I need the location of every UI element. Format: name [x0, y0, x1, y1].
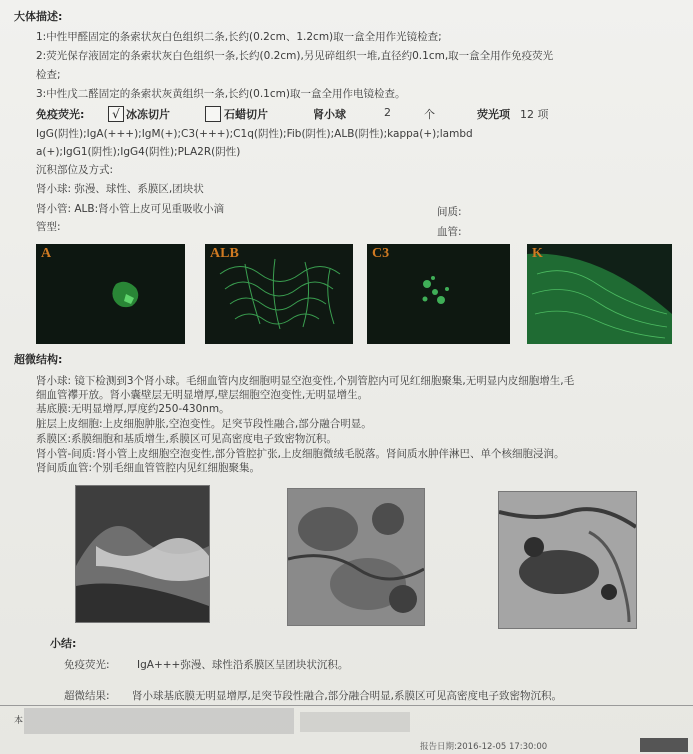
if-results-line-1: IgG(阴性);IgA(+++);IgM(+);C3(+++);C1q(阴性);Fib(阴性);ALB(阴性);kappa(+);lambd: [36, 128, 473, 140]
gross-line-2b: 检查;: [36, 69, 61, 81]
if-image-c3: [367, 244, 510, 344]
ultra-line-2: 细血管襻开放。肾小囊壁层无明显增厚,壁层细胞空泡变性,无明显增生。: [36, 389, 369, 401]
deposit-cast: 管型:: [36, 221, 61, 233]
redaction-block: [24, 708, 294, 734]
deposit-title: 沉积部位及方式:: [36, 164, 114, 176]
em-image-3: [498, 491, 637, 629]
if-image-a-label: A: [41, 246, 52, 261]
footer-left-text: 本: [14, 716, 24, 726]
frozen-checkbox: √: [108, 106, 124, 122]
em-image-3-graphic: [499, 492, 636, 628]
glom-unit: 个: [424, 108, 435, 121]
if-image-alb-label: ALB: [210, 246, 239, 261]
redaction-block: [300, 712, 410, 732]
em-image-2-graphic: [288, 489, 424, 625]
summary-em-label: 超微结果:: [64, 690, 110, 702]
paraffin-checkbox: [205, 106, 221, 122]
gross-title: 大体描述:: [14, 10, 63, 23]
if-image-k-label: K: [532, 246, 543, 261]
deposit-interstitium: 间质:: [437, 206, 462, 218]
summary-if-label: 免疫荧光:: [64, 659, 110, 671]
ultra-line-5: 系膜区:系膜细胞和基质增生,系膜区可见高密度电子致密物沉积。: [36, 433, 337, 445]
if-image-a: [36, 244, 185, 344]
em-image-2: [287, 488, 425, 626]
barcode-graphic: [640, 738, 688, 752]
glom-count: 2: [384, 106, 391, 119]
deposit-glom: 肾小球: 弥漫、球性、系膜区,团块状: [36, 183, 204, 195]
paraffin-label: 石蜡切片: [224, 108, 268, 121]
gross-line-3: 3:中性戊二醛固定的条索状灰黄组织一条,长约(0.1cm)取一盒全用作电镜检查。: [36, 88, 406, 100]
footer-divider: [0, 705, 693, 706]
if-image-k: [527, 244, 672, 344]
ultra-line-1: 肾小球: 镜下检测到3个肾小球。毛细血管内皮细胞明显空泡变性,个别管腔内可见红细胞聚集,无明显内皮细胞增生,毛: [36, 375, 575, 387]
if-results-line-2: a(+);IgG1(阴性);IgG4(阴性);PLA2R(阴性): [36, 146, 241, 158]
summary-if-text: IgA+++弥漫、球性沿系膜区呈团块状沉积。: [137, 659, 349, 671]
ultra-line-4: 脏层上皮细胞:上皮细胞肿胀,空泡变性。足突节段性融合,部分融合明显。: [36, 418, 372, 430]
glom-label: 肾小球: [313, 108, 346, 121]
ultra-line-6: 肾小管-间质:肾小管上皮细胞空泡变性,部分管腔扩张,上皮细胞微绒毛脱落。肾间质水肿伴淋巴、单个核细胞浸润。: [36, 448, 565, 460]
if-image-a-graphic: [36, 244, 185, 344]
items-count: 12 项: [520, 108, 549, 121]
ultra-line-3: 基底膜:无明显增厚,厚度约250-430nm。: [36, 403, 230, 415]
ultra-title: 超微结构:: [14, 353, 63, 366]
gross-line-1: 1:中性甲醛固定的条索状灰白色组织二条,长约(0.2cm、1.2cm)取一盒全用作光镜检查;: [36, 31, 442, 43]
if-image-alb: [205, 244, 353, 344]
deposit-tubule: 肾小管: ALB:肾小管上皮可见重吸收小滴: [36, 203, 225, 215]
frozen-label: 冰冻切片: [126, 108, 170, 121]
if-label: 免疫荧光:: [36, 108, 85, 121]
ultra-line-7: 肾间质血管:个别毛细血管管腔内见红细胞聚集。: [36, 462, 261, 474]
if-image-k-graphic: [527, 244, 672, 344]
footer-date: 报告日期:2016-12-05 17:30:00: [420, 742, 548, 752]
if-image-c3-label: C3: [372, 246, 390, 261]
gross-line-2: 2:荧光保存液固定的条索状灰白色组织一条,长约(0.2cm),另见碎组织一堆,直径约0.1cm,取一盒全用作免疫荧光: [36, 50, 554, 62]
em-image-1: [75, 485, 210, 623]
deposit-vessel: 血管:: [437, 226, 462, 238]
items-label: 荧光项: [477, 108, 510, 121]
summary-title: 小结:: [50, 637, 77, 650]
summary-em-text: 肾小球基底膜无明显增厚,足突节段性融合,部分融合明显,系膜区可见高密度电子致密物沉积。: [132, 690, 563, 702]
em-image-1-graphic: [76, 486, 209, 622]
